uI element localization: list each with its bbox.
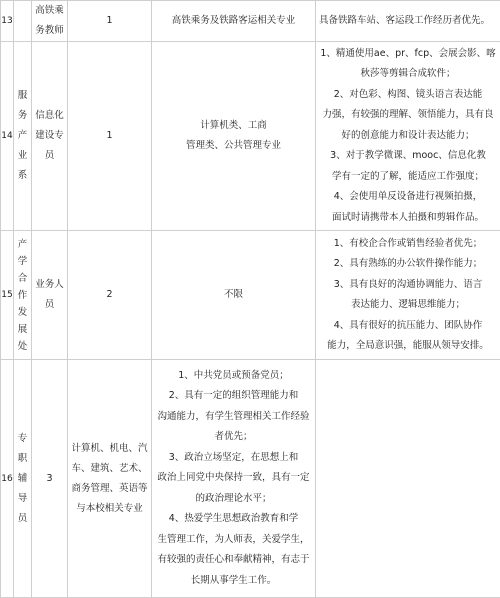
requirement-cell: 1、有校企合作或销售经验者优先； 2、具有熟练的办公软件操作能力； 3、具有良好的沟通协调能力、语言 表达能力、逻辑思维能力； 4、具有很好的抗压能力、团队协作 能力，全局意识强，能服从领导安排。 xyxy=(316,231,500,360)
department-cell: 专 职 辅 导 员 xyxy=(14,360,32,598)
requirement-cell: 1、中共党员或预备党员； 2、具有一定的组织管理能力和 沟通能力，有学生管理相关工作经验 者优先； 3、政治立场坚定，在思想上和 政治上同党中央保持一致，具有一定 的政治理论水平； 4、热爱学生思想政治教育和学 生管理工作，为人师表，关爱学生， 有较强的责任心和奉献精神，有志于 长期从事学生工作。 xyxy=(152,360,316,598)
row-number: 16 xyxy=(1,360,14,598)
department-cell: 服 务 产 业 系 xyxy=(14,42,32,231)
major-cell: 不限 xyxy=(152,231,316,360)
requirement-cell: 1、精通使用ae、pr、fcp、会展会影、喀 秋莎等剪辑合成软件； 2、对色彩、构图、镜头语言表达能 力强，有较强的理解、领悟能力，具有良 好的创意能力和设计表达能力； 3、对于教学微课、mooc、信息化教 学有一定的了解，能适应工作强度； 4、会使用单反设备进行视频拍摄， 面试时请携带本人拍摄和剪辑作品。 xyxy=(316,42,500,231)
table-row xyxy=(1,360,500,598)
table-row xyxy=(1,42,500,231)
department-cell xyxy=(14,1,32,42)
department-cell: 产 学 合 作 发 展 处 xyxy=(14,231,32,360)
position-cell: 业务人 员 xyxy=(32,231,68,360)
count-cell: 2 xyxy=(68,231,152,360)
count-cell: 1 xyxy=(68,1,152,42)
count-cell: 3 xyxy=(32,360,68,598)
row-number: 15 xyxy=(1,231,14,360)
position-cell: 信息化 建设专 员 xyxy=(32,42,68,231)
major-cell: 高铁乘务及铁路客运相关专业 xyxy=(152,1,316,42)
table-row xyxy=(1,1,500,42)
requirement-cell: 具备铁路车站、客运段工作经历者优先。 xyxy=(316,1,500,42)
position-line: 务教师 xyxy=(32,21,67,41)
position-line: 高铁乘 xyxy=(32,1,67,21)
empty-cell xyxy=(316,360,500,598)
major-cell: 计算机、机电、汽 车、建筑、艺术、 商务管理、英语等 与本校相关专业 xyxy=(68,360,152,598)
major-cell: 计算机类、工商 管理类、公共管理专业 xyxy=(152,42,316,231)
table-row xyxy=(1,231,500,360)
count-cell: 1 xyxy=(68,42,152,231)
row-number: 14 xyxy=(1,42,14,231)
row-number: 13 xyxy=(1,1,14,42)
position-cell xyxy=(32,1,68,42)
